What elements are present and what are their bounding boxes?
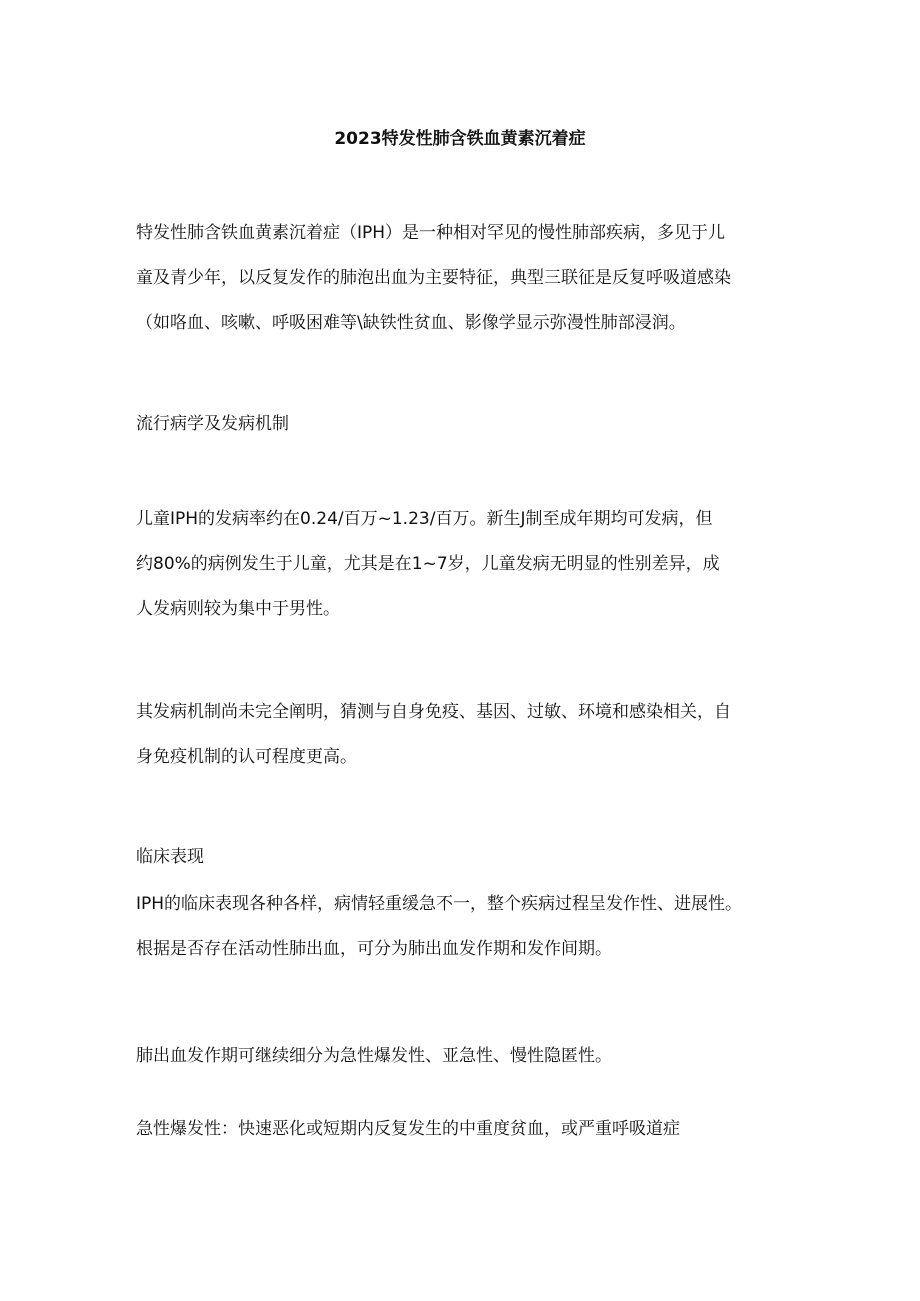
document-title: 2023特发性肺含铁血黄素沉着症 (334, 129, 586, 149)
epidemiology-line-3: 人发病则较为集中于男性。 (136, 599, 340, 619)
acute-paragraph (136, 1107, 796, 1152)
mechanism-line-2: 身免疫机制的认可程度更高。 (136, 747, 357, 767)
epidemiology-line-2: 约80%的病例发生于儿童，尤其是在1~7岁，儿童发病无明显的性别差异，成 (136, 554, 720, 574)
clinical-paragraph (136, 882, 796, 972)
mechanism-line-1: 其发病机制尚未完全阐明，猜测与自身免疫、基因、过敏、环境和感染相关，自 (136, 702, 731, 722)
intro-line-1: 特发性肺含铁血黄素沉着症（IPH）是一种相对罕见的慢性肺部疾病，多见于儿 (136, 223, 726, 243)
mechanism-paragraph (136, 690, 796, 780)
phase-line: 肺出血发作期可继续细分为急性爆发性、亚急性、慢性隐匿性。 (136, 1046, 612, 1066)
clinical-line-2: 根据是否存在活动性肺出血，可分为肺出血发作期和发作间期。 (136, 939, 612, 959)
epidemiology-line-1: 儿童IPH的发病率约在0.24/百万~1.23/百万。新生J制至成年期均可发病，但 (136, 509, 713, 529)
intro-line-2: 童及青少年，以反复发作的肺泡出血为主要特征，典型三联征是反复呼吸道感染 (136, 268, 731, 288)
section-heading-epidemiology: 流行病学及发病机制 (136, 414, 289, 434)
section-heading-clinical: 临床表现 (136, 847, 204, 867)
epidemiology-paragraph (136, 497, 796, 632)
phase-paragraph (136, 1034, 796, 1079)
intro-line-3: （如咯血、咳嗽、呼吸困难等\缺铁性贫血、影像学显示弥漫性肺部浸润。 (136, 313, 686, 333)
acute-line: 急性爆发性：快速恶化或短期内反复发生的中重度贫血，或严重呼吸道症 (136, 1119, 680, 1139)
clinical-line-1: IPH的临床表现各种各样，病情轻重缓急不一，整个疾病过程呈发作性、进展性。 (136, 894, 743, 914)
intro-paragraph (136, 211, 796, 346)
